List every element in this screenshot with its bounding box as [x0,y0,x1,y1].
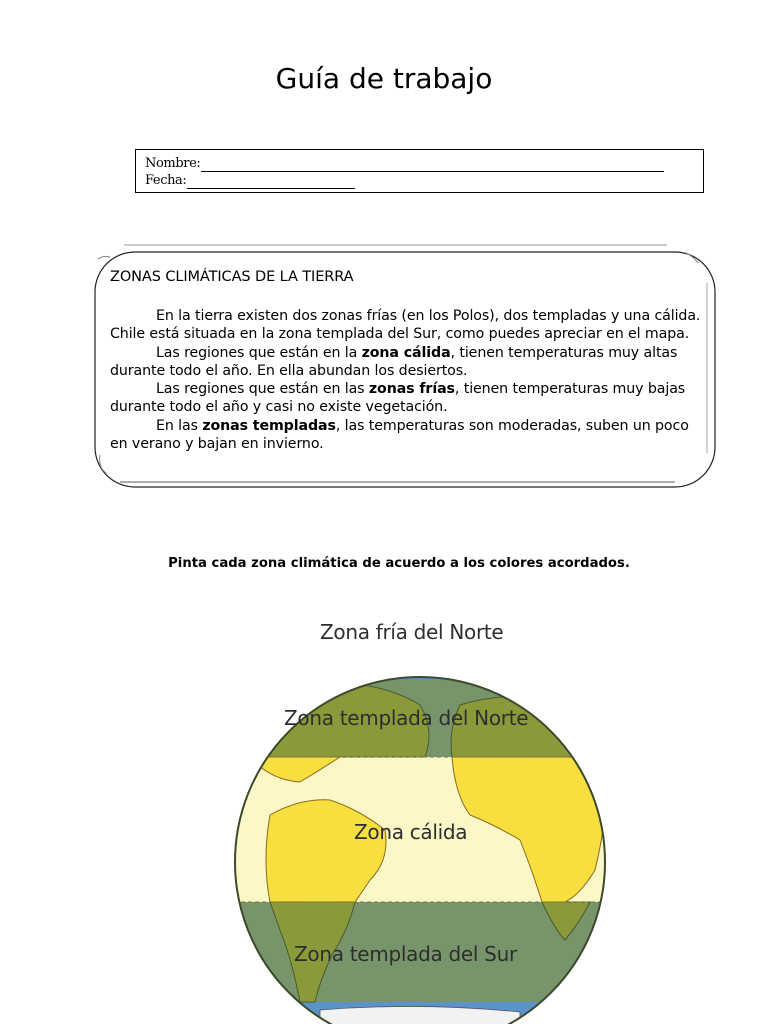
info-paragraph-1: En la tierra existen dos zonas frías (en los Polos), dos templadas y una cálida. Chile está situada en la zona templada del Sur, como puedes apreciar en el mapa. [110,308,701,343]
info-paragraph-4 [110,417,710,454]
date-field[interactable] [187,174,355,189]
p3-bold-term: zonas frías [368,381,455,398]
p2-text-start: Las regiones que están en la [156,344,362,361]
curl-bottom-left [100,455,106,473]
curl-top-left [98,256,110,259]
p3-text-end: , tienen temperaturas muy bajas durante todo el año y casi no existe vegetación. [110,381,686,416]
arctic-ice [380,652,430,673]
label-north-temperate: Zona templada del Norte [284,706,529,730]
student-info-box [135,149,704,193]
p4-text-start: En las [156,417,203,434]
label-south-temperate: Zona templada del Sur [294,942,517,966]
p4-text-end: , las temperaturas son moderadas, suben un poco en verano y bajan en invierno. [110,417,689,453]
info-heading: ZONAS CLIMÁTICAS DE LA TIERRA [110,269,354,285]
name-row [145,155,694,172]
page-title: Guía de trabajo [275,62,493,95]
p3-text-start: Las regiones que están en las [156,381,369,398]
p2-text-end: , tienen temperaturas muy altas durante todo el año. En ella abundan los desiertos. [110,344,678,379]
north-cold-band [220,650,620,680]
antarctic-ice [320,1006,520,1024]
date-row [145,172,694,189]
p4-bold-term: zonas templadas [202,417,336,434]
info-paragraph-2 [110,344,710,381]
p2-bold-term: zona cálida [361,344,451,361]
climate-globe [220,610,620,1024]
instruction-text: Pinta cada zona climática de acuerdo a los colores acordados. [168,556,630,571]
name-label: Nombre: [145,156,201,171]
date-label: Fecha: [145,173,187,188]
name-field[interactable] [201,157,664,172]
label-north-cold: Zona fría del Norte [320,620,504,644]
info-box-content [110,268,710,453]
label-warm: Zona cálida [354,820,468,844]
info-paragraph-3 [110,380,710,417]
